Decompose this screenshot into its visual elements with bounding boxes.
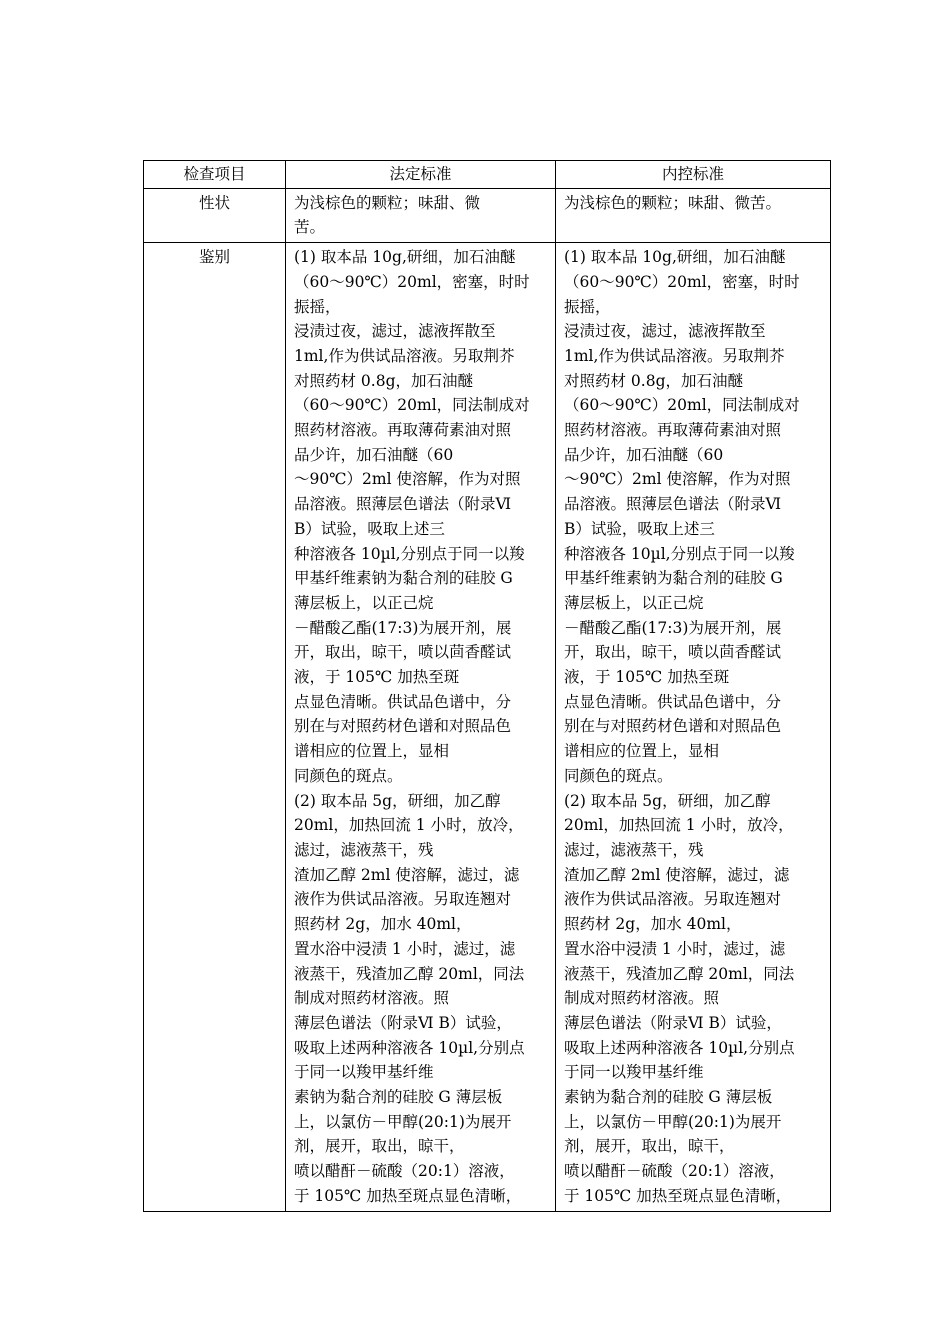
text-line: 1ml,作为供试品溶液。另取荆芥 xyxy=(564,346,785,365)
text-line: 置水浴中浸渍 1 小时，滤过，滤 xyxy=(294,939,516,958)
text-line: 滤过，滤液蒸干，残 xyxy=(294,840,434,859)
text-line: 喷以醋酐－硫酸（20:1）溶液， xyxy=(564,1162,785,1181)
text-line: 液蒸干，残渣加乙醇 20ml，同法 xyxy=(294,964,525,983)
header-inspection-item: 检查项目 xyxy=(144,161,286,189)
text-line: 于 105℃ 加热至斑点显色清晰， xyxy=(294,1186,522,1205)
text-line: 渣加乙醇 2ml 使溶解，滤过，滤 xyxy=(294,865,520,884)
text-line: 于同一以羧甲基纤维 xyxy=(564,1063,704,1082)
text-line: 品少许，加石油醚（60 xyxy=(294,445,454,464)
internal-appearance-cell xyxy=(556,188,831,242)
text-line: B）试验，吸取上述三 xyxy=(564,519,715,538)
text-line: B）试验，吸取上述三 xyxy=(294,519,445,538)
text-line: 点显色清晰。供试品色谱中，分 xyxy=(294,692,512,711)
text-line: 素钠为黏合剂的硅胶 G 薄层板 xyxy=(564,1088,773,1107)
text-line: 照药材溶液。再取薄荷素油对照 xyxy=(294,421,512,440)
text-line: （60～90℃）20ml，密塞，时时 xyxy=(294,272,530,291)
standards-table xyxy=(143,160,831,1212)
text-line: 开，取出，晾干，喷以茴香醛试 xyxy=(294,643,512,662)
text-line: 为浅棕色的颗粒；味甜、微苦。 xyxy=(564,193,782,212)
text-line: 甲基纤维素钠为黏合剂的硅胶 G xyxy=(294,569,513,588)
text-line: ～90℃）2ml 使溶解，作为对照 xyxy=(564,470,791,489)
text-line: 液蒸干，残渣加乙醇 20ml，同法 xyxy=(564,964,795,983)
text-line: ～90℃）2ml 使溶解，作为对照 xyxy=(294,470,521,489)
text-line: 振摇， xyxy=(564,297,611,316)
text-line: 浸渍过夜，滤过，滤液挥散至 xyxy=(294,322,496,341)
text-line: （60～90℃）20ml，同法制成对 xyxy=(294,396,530,415)
text-line: 20ml，加热回流 1 小时，放冷， xyxy=(564,816,794,835)
text-line: (2) 取本品 5g，研细，加乙醇 xyxy=(564,791,771,810)
text-line: 照药材 2g，加水 40ml， xyxy=(564,915,742,934)
text-line: 别在与对照药材色谱和对照品色 xyxy=(564,717,782,736)
text-line: 品溶液。照薄层色谱法（附录Ⅵ xyxy=(564,495,782,514)
text-line: 于同一以羧甲基纤维 xyxy=(294,1063,434,1082)
text-line: 点显色清晰。供试品色谱中，分 xyxy=(564,692,782,711)
text-line: 薄层色谱法（附录Ⅵ B）试验， xyxy=(564,1013,782,1032)
text-line: 1ml,作为供试品溶液。另取荆芥 xyxy=(294,346,515,365)
text-line: 薄层板上，以正己烷 xyxy=(294,593,434,612)
text-line: 素钠为黏合剂的硅胶 G 薄层板 xyxy=(294,1088,503,1107)
text-line: (1) 取本品 10g,研细，加石油醚 xyxy=(564,248,786,267)
row-item-identification: 鉴别 xyxy=(144,243,286,1211)
text-line: 品少许，加石油醚（60 xyxy=(564,445,724,464)
text-line: 制成对照药材溶液。照 xyxy=(294,989,450,1008)
text-line: 别在与对照药材色谱和对照品色 xyxy=(294,717,512,736)
text-line: －醋酸乙酯(17:3)为展开剂，展 xyxy=(294,618,512,637)
text-line: 液作为供试品溶液。另取连翘对 xyxy=(294,890,512,909)
text-line: 同颜色的斑点。 xyxy=(564,766,673,785)
text-line: 同颜色的斑点。 xyxy=(294,766,403,785)
text-line: 苦。 xyxy=(294,218,326,237)
text-line: 种溶液各 10µl,分别点于同一以羧 xyxy=(294,544,525,563)
text-line: 浸渍过夜，滤过，滤液挥散至 xyxy=(564,322,766,341)
text-line: (1) 取本品 10g,研细，加石油醚 xyxy=(294,248,516,267)
text-line: 于 105℃ 加热至斑点显色清晰， xyxy=(564,1186,792,1205)
text-line: 对照药材 0.8g，加石油醚 xyxy=(294,371,473,390)
text-line: 照药材溶液。再取薄荷素油对照 xyxy=(564,421,782,440)
text-line: 喷以醋酐－硫酸（20:1）溶液， xyxy=(294,1162,515,1181)
legal-identification-cell xyxy=(286,243,556,1211)
text-line: 品溶液。照薄层色谱法（附录Ⅵ xyxy=(294,495,512,514)
text-line: 振摇， xyxy=(294,297,341,316)
text-line: 液作为供试品溶液。另取连翘对 xyxy=(564,890,782,909)
internal-identification-cell xyxy=(556,243,831,1211)
text-line: 谱相应的位置上，显相 xyxy=(564,742,720,761)
text-line: 滤过，滤液蒸干，残 xyxy=(564,840,704,859)
text-line: 液，于 105℃ 加热至斑 xyxy=(564,668,730,687)
text-line: 制成对照药材溶液。照 xyxy=(564,989,720,1008)
text-line: （60～90℃）20ml，同法制成对 xyxy=(564,396,800,415)
text-line: 上，以氯仿－甲醇(20:1)为展开 xyxy=(564,1112,782,1131)
text-line: 上，以氯仿－甲醇(20:1)为展开 xyxy=(294,1112,512,1131)
text-line: (2) 取本品 5g，研细，加乙醇 xyxy=(294,791,501,810)
text-line: 置水浴中浸渍 1 小时，滤过，滤 xyxy=(564,939,786,958)
text-line: （60～90℃）20ml，密塞，时时 xyxy=(564,272,800,291)
text-line: 剂，展开，取出，晾干， xyxy=(294,1137,465,1156)
header-internal-standard: 内控标准 xyxy=(556,161,831,189)
text-line: 薄层板上，以正己烷 xyxy=(564,593,704,612)
table-row xyxy=(144,188,831,242)
text-line: 甲基纤维素钠为黏合剂的硅胶 G xyxy=(564,569,783,588)
text-line: 开，取出，晾干，喷以茴香醛试 xyxy=(564,643,782,662)
text-line: 剂，展开，取出，晾干， xyxy=(564,1137,735,1156)
text-line: 薄层色谱法（附录Ⅵ B）试验， xyxy=(294,1013,512,1032)
text-line: 吸取上述两种溶液各 10µl,分别点 xyxy=(564,1038,795,1057)
text-line: 液，于 105℃ 加热至斑 xyxy=(294,668,460,687)
row-item-appearance: 性状 xyxy=(144,188,286,242)
text-line: 照药材 2g，加水 40ml， xyxy=(294,915,472,934)
text-line: 渣加乙醇 2ml 使溶解，滤过，滤 xyxy=(564,865,790,884)
legal-appearance-cell xyxy=(286,188,556,242)
text-line: 谱相应的位置上，显相 xyxy=(294,742,450,761)
text-line: 20ml，加热回流 1 小时，放冷， xyxy=(294,816,524,835)
table-header-row xyxy=(144,161,831,189)
text-line: －醋酸乙酯(17:3)为展开剂，展 xyxy=(564,618,782,637)
text-line: 吸取上述两种溶液各 10µl,分别点 xyxy=(294,1038,525,1057)
header-legal-standard: 法定标准 xyxy=(286,161,556,189)
text-line: 对照药材 0.8g，加石油醚 xyxy=(564,371,743,390)
text-line: 为浅棕色的颗粒；味甜、微 xyxy=(294,193,481,212)
text-line: 种溶液各 10µl,分别点于同一以羧 xyxy=(564,544,795,563)
table-row xyxy=(144,243,831,1211)
